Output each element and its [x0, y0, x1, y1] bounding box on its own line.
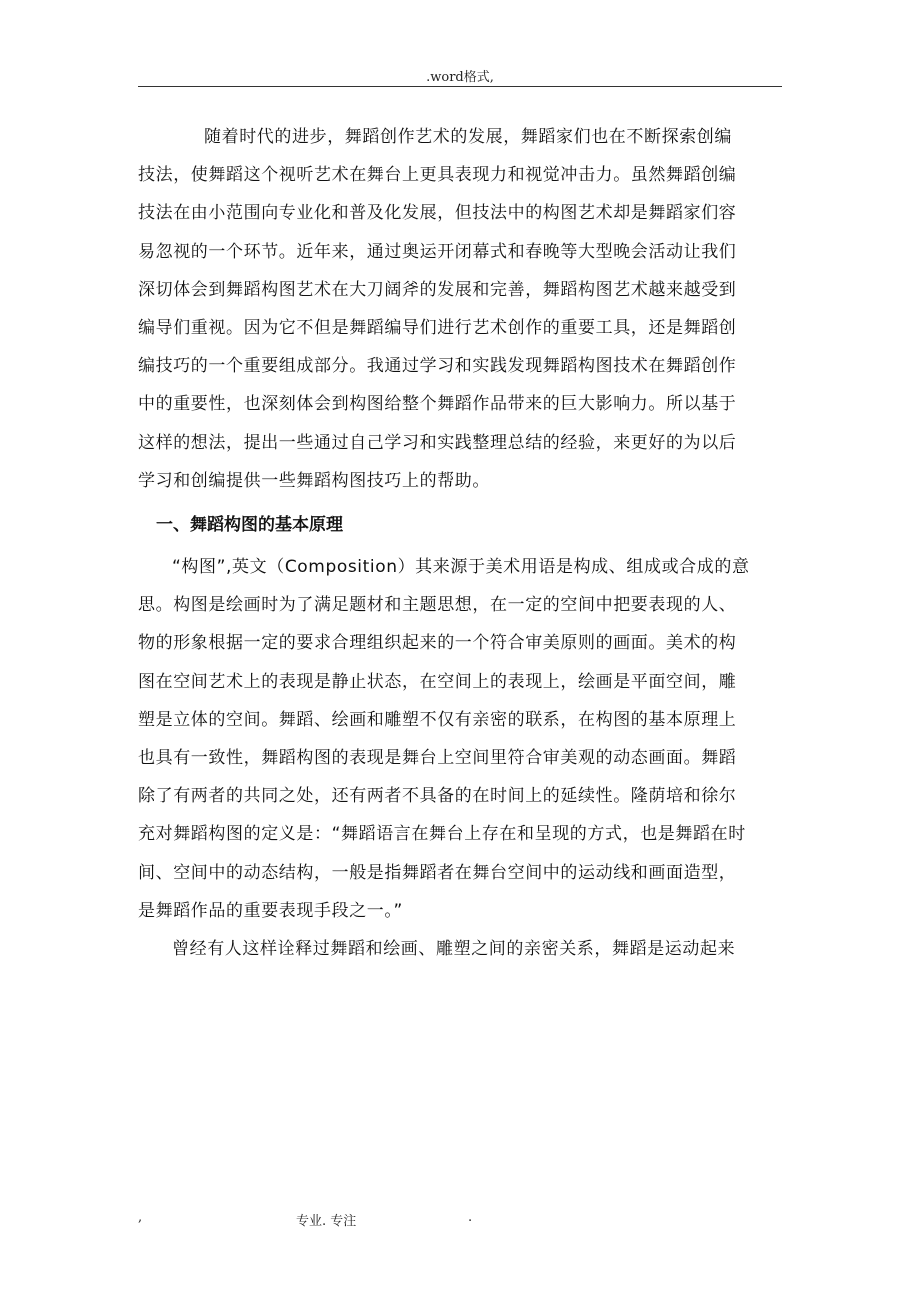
footer-left-mark: ,: [138, 1210, 143, 1225]
paragraph-line: 易忽视的一个环节。近年来，通过奥运开闭幕式和春晚等大型晚会活动让我们: [138, 241, 737, 262]
paragraph-line: 除了有两者的共同之处，还有两者不具备的在时间上的延续性。隆荫培和徐尔: [138, 786, 737, 807]
paragraph-line: 技法在由小范围向专业化和普及化发展，但技法中的构图艺术却是舞蹈家们容: [138, 203, 737, 224]
paragraph-line: 物的形象根据一定的要求合理组织起来的一个符合审美原则的画面。美术的构: [138, 633, 737, 654]
footer-right-mark: .: [468, 1210, 473, 1225]
paragraph-line: 充对舞蹈构图的定义是：“舞蹈语言在舞台上存在和呈现的方式，也是舞蹈在时: [138, 824, 746, 845]
paragraph-2: [138, 548, 770, 930]
header-divider: [138, 86, 782, 87]
section-heading: 一、舞蹈构图的基本原理: [156, 514, 343, 535]
paragraph-line: “构图”,英文（Composition）其来源于美术用语是构成、组成或合成的意: [172, 557, 750, 578]
paragraph-line: 思。构图是绘画时为了满足题材和主题思想，在一定的空间中把要表现的人、: [138, 595, 737, 616]
paragraph-line: 这样的想法，提出一些通过自己学习和实践整理总结的经验，来更好的为以后: [138, 432, 737, 453]
footer-text: 专业. 专注: [296, 1214, 357, 1229]
paragraph-line: 编技巧的一个重要组成部分。我通过学习和实践发现舞蹈构图技术在舞蹈创作: [138, 356, 737, 377]
paragraph-line: 塑是立体的空间。舞蹈、绘画和雕塑不仅有亲密的联系，在构图的基本原理上: [138, 709, 737, 730]
paragraph-line: 是舞蹈作品的重要表现手段之一。”: [138, 900, 403, 921]
paragraph-line: 随着时代的进步，舞蹈创作艺术的发展，舞蹈家们也在不断探索创编: [204, 127, 732, 147]
paragraph-1: [138, 118, 770, 500]
paragraph-line: 图在空间艺术上的表现是静止状态，在空间上的表现上，绘画是平面空间，雕: [138, 671, 737, 692]
document-body: [138, 118, 770, 968]
paragraph-line: 中的重要性，也深刻体会到构图给整个舞蹈作品带来的巨大影响力。所以基于: [138, 394, 737, 415]
paragraph-line: 编导们重视。因为它不但是舞蹈编导们进行艺术创作的重要工具，还是舞蹈创: [138, 317, 737, 338]
paragraph-line: 也具有一致性，舞蹈构图的表现是舞台上空间里符合审美观的动态画面。舞蹈: [138, 748, 737, 769]
paragraph-line: 间、空间中的动态结构，一般是指舞蹈者在舞台空间中的运动线和画面造型，: [138, 862, 737, 883]
paragraph-3: [138, 930, 770, 968]
paragraph-line: 学习和创编提供一些舞蹈构图技巧上的帮助。: [138, 470, 490, 491]
paragraph-line: 曾经有人这样诠释过舞蹈和绘画、雕塑之间的亲密关系，舞蹈是运动起来: [172, 938, 736, 959]
paragraph-line: 技法，使舞蹈这个视听艺术在舞台上更具表现力和视觉冲击力。虽然舞蹈创编: [138, 165, 737, 186]
paragraph-line: 深切体会到舞蹈构图艺术在大刀阔斧的发展和完善，舞蹈构图艺术越来越受到: [138, 279, 737, 300]
page-header: .word格式,: [426, 70, 494, 85]
